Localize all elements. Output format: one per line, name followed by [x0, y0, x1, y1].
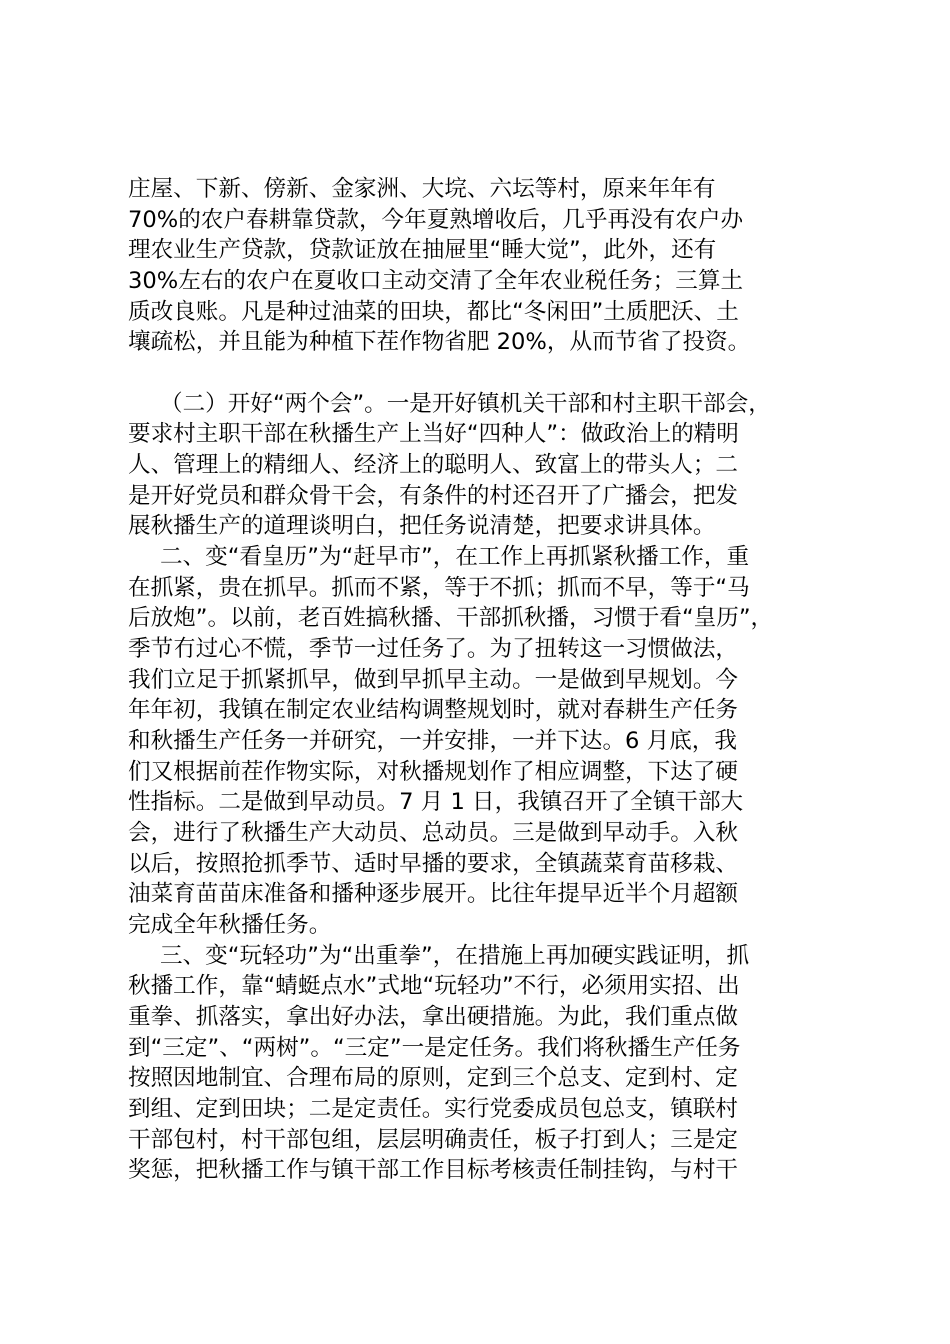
text-line-8: 要求村主职干部在秋播生产上当好“四种人”：做政治上的精明 — [128, 421, 739, 447]
text-line-7: （二）开好“两个会”。一是开好镇机关干部和村主职干部会， — [160, 391, 771, 417]
text-line-2: 70%的农户春耕靠贷款，今年夏熟增收后，几乎再没有农户办 — [128, 207, 744, 233]
text-line-23: 油菜育苗苗床准备和播种逐步展开。比往年提早近半个月超额 — [128, 881, 739, 907]
text-line-22: 以后，按照抢抓季节、适时早播的要求，全镇蔬菜育苗移栽、 — [128, 851, 739, 877]
text-line-14: 后放炮”。以前，老百姓搞秋播、干部抓秋播，习惯于看“皇历”， — [128, 605, 774, 631]
text-line-3: 理农业生产贷款，贷款证放在抽屉里“睡大觉”，此外，还有 — [128, 237, 717, 263]
text-line-4: 30%左右的农户在夏收口主动交清了全年农业税任务；三算土 — [128, 268, 744, 294]
text-line-24: 完成全年秋播任务。 — [128, 912, 332, 938]
text-line-6: 壤疏松，并且能为种植下茬作物省肥 20%，从而节省了投资。 — [128, 329, 751, 355]
text-line-32: 奖惩，把秋播工作与镇干部工作目标考核责任制挂钩，与村干 — [128, 1157, 739, 1183]
text-line-1: 庄屋、下新、傍新、金家洲、大垸、六坛等村，原来年年有 — [128, 176, 716, 202]
text-line-29: 按照因地制宜、合理布局的原则，定到三个总支、定到村、定 — [128, 1065, 739, 1091]
text-line-18: 和秋播生产任务一并研究，一并安排，一并下达。6 月底，我 — [128, 728, 737, 754]
text-line-12: 二、变“看皇历”为“赶早市”，在工作上再抓紧秋播工作，重 — [160, 544, 750, 570]
text-line-11: 展秋播生产的道理谈明白，把任务说清楚，把要求讲具体。 — [128, 513, 716, 539]
text-line-30: 到组、定到田块；二是定责任。实行党委成员包总支，镇联村 — [128, 1096, 739, 1122]
text-line-17: 年年初，我镇在制定农业结构调整规划时，就对春耕生产任务 — [128, 697, 739, 723]
text-line-21: 会，进行了秋播生产大动员、总动员。三是做到早动手。入秋 — [128, 820, 739, 846]
text-line-28: 到“三定”、“两树”。“三定”一是定任务。我们将秋播生产任务 — [128, 1035, 741, 1061]
text-line-27: 重拳、抓落实，拿出好办法，拿出硬措施。为此，我们重点做 — [128, 1004, 739, 1030]
text-line-19: 们又根据前茬作物实际，对秋播规划作了相应调整，下达了硬 — [128, 759, 739, 785]
text-line-26: 秋播工作，靠“蜻蜓点水”式地“玩轻功”不行，必须用实招、出 — [128, 973, 740, 999]
text-line-9: 人、管理上的精细人、经济上的聪明人、致富上的带头人；二 — [128, 452, 739, 478]
text-line-25: 三、变“玩轻功”为“出重拳”，在措施上再加硬实践证明，抓 — [160, 943, 750, 969]
text-line-31: 干部包村，村干部包组，层层明确责任，板子打到人；三是定 — [128, 1127, 739, 1153]
text-line-15: 季节冇过心不慌，季节一过任务了。为了扭转这一习惯做法， — [128, 636, 739, 662]
text-line-13: 在抓紧，贵在抓早。抓而不紧，等于不抓；抓而不早，等于“马 — [128, 575, 750, 601]
text-line-10: 是开好党员和群众骨干会，有条件的村还召开了广播会，把发 — [128, 483, 739, 509]
text-line-16: 我们立足于抓紧抓早，做到早抓早主动。一是做到早规划。今 — [128, 667, 739, 693]
text-line-20: 性指标。二是做到早动员。7 月 1 日，我镇召开了全镇干部大 — [128, 789, 744, 815]
text-line-5: 质改良账。凡是种过油菜的田块，都比“冬闲田”土质肥沃、土 — [128, 299, 739, 325]
